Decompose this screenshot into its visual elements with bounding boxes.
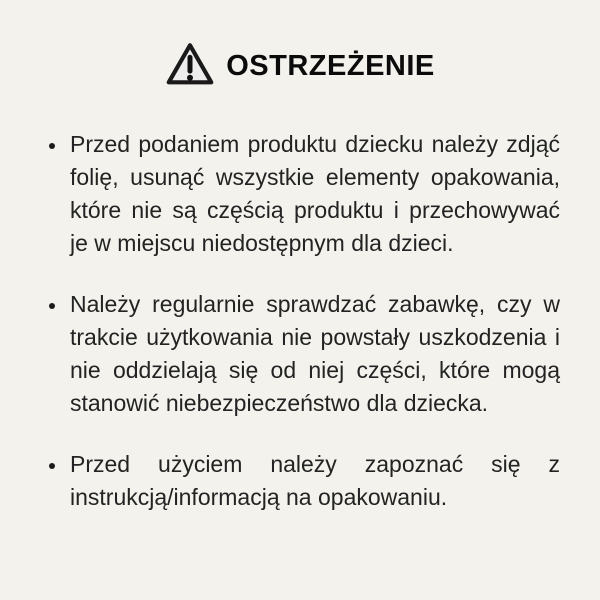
- warning-title: OSTRZEŻENIE: [226, 49, 435, 82]
- warning-item: • Przed użyciem należy zapoznać się z instrukcją/informacją na opakowaniu.: [68, 448, 560, 514]
- warning-item: • Należy regularnie sprawdzać zabawkę, czy w trakcie użytkowania nie powstały uszkodzenia i nie oddzielają się od niej części, które mogą stanowić niebezpieczeństwo dla dziecka.: [68, 288, 560, 420]
- warning-triangle-icon: [165, 41, 215, 87]
- warning-item: • Przed podaniem produktu dziecku należy zdjąć folię, usunąć wszystkie elementy opakowania, które nie są częścią produktu i przechowywać je w miejscu niedostępnym dla dzieci.: [68, 128, 560, 260]
- warning-list: [0, 128, 600, 514]
- warning-header: [0, 40, 600, 88]
